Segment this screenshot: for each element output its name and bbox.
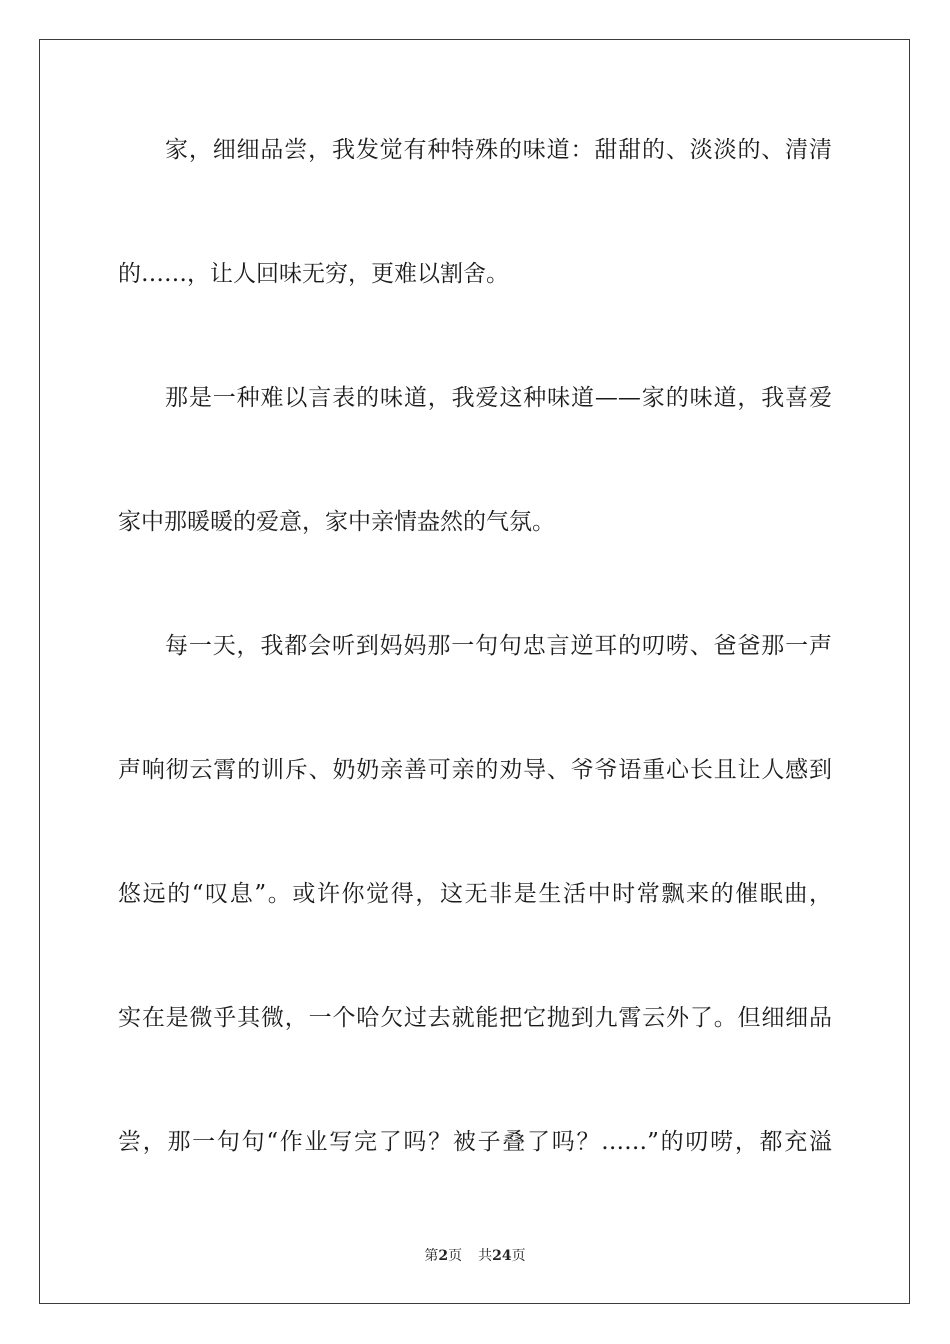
paragraph-line-1: 家，细细品尝，我发觉有种特殊的味道：甜甜的、淡淡的、清清 [165,137,832,163]
page-border [39,39,910,1304]
total-label-prefix: 共 [478,1248,493,1264]
page-number: 2 [438,1248,449,1264]
page-label-prefix: 第 [424,1248,439,1264]
paragraph-line-8: 实在是微乎其微，一个哈欠过去就能把它抛到九霄云外了。但细细品 [118,1005,832,1031]
paragraph-line-5: 每一天，我都会听到妈妈那一句句忠言逆耳的叨唠、爸爸那一声 [165,633,832,659]
paragraph-line-2: 的……，让人回味无穷，更难以割舍。 [118,261,509,287]
paragraph-line-3: 那是一种难以言表的味道，我爱这种味道——家的味道，我喜爱 [165,385,832,411]
paragraph-line-7: 悠远的“叹息”。或许你觉得，这无非是生活中时常飘来的催眠曲， [118,881,832,907]
total-pages: 24 [492,1248,512,1264]
total-label-suffix: 页 [511,1248,526,1264]
paragraph-line-6: 声响彻云霄的训斥、奶奶亲善可亲的劝导、爷爷语重心长且让人感到 [118,757,832,783]
paragraph-line-4: 家中那暖暖的爱意，家中亲情盎然的气氛。 [118,509,555,535]
page-footer [0,1246,950,1266]
paragraph-line-9: 尝，那一句句“作业写完了吗？被子叠了吗？……”的叨唠，都充溢 [118,1129,832,1155]
page-label-suffix: 页 [448,1248,463,1264]
